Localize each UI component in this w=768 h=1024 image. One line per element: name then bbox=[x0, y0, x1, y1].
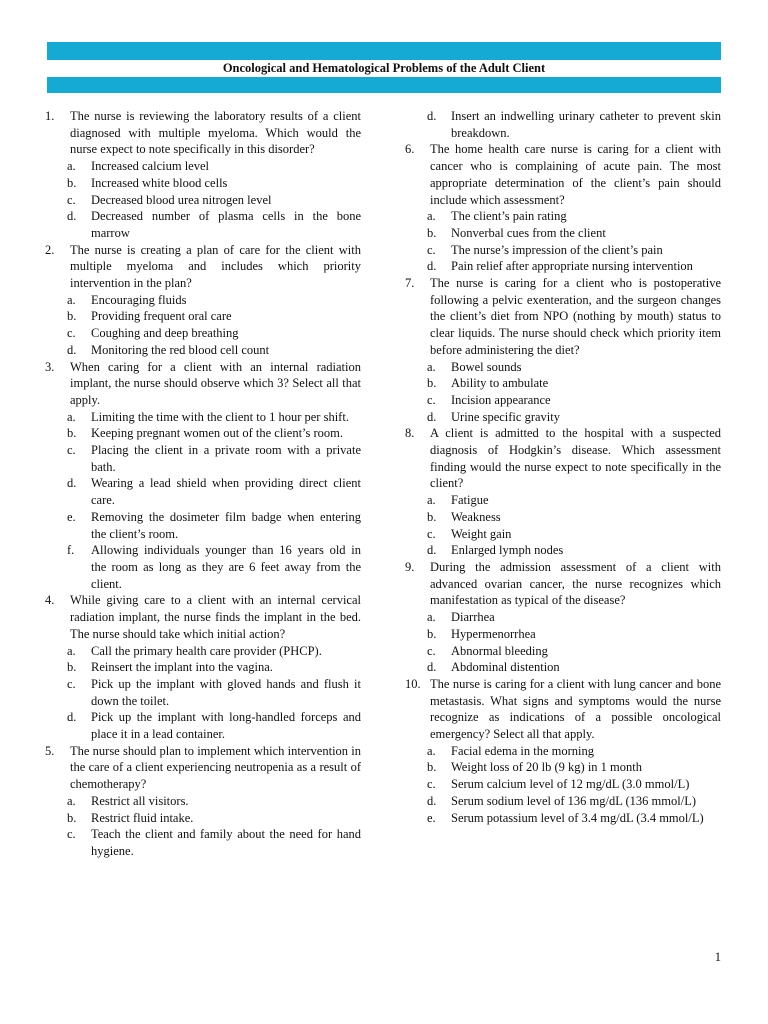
answer-option bbox=[45, 659, 361, 676]
answer-option bbox=[405, 208, 721, 225]
right-column bbox=[405, 108, 721, 826]
answer-option bbox=[45, 793, 361, 810]
answer-option bbox=[45, 208, 361, 241]
option-text: Weight gain bbox=[451, 526, 512, 541]
answer-option bbox=[405, 108, 721, 141]
option-text: Monitoring the red blood cell count bbox=[91, 342, 270, 357]
option-text: Hypermenorrhea bbox=[451, 626, 536, 641]
answer-option bbox=[45, 826, 361, 859]
header-band-top bbox=[47, 42, 721, 60]
option-letter: b. bbox=[427, 626, 437, 641]
option-text: Insert an indwelling urinary catheter to prevent skin breakdown. bbox=[451, 109, 721, 140]
question-text: During the admission assessment of a client with advanced ovarian cancer, the nurse recognizes which manifestation as typical of the disease? bbox=[430, 559, 721, 608]
option-letter: c. bbox=[427, 777, 436, 792]
option-letter: d. bbox=[67, 710, 77, 725]
option-letter: a. bbox=[427, 610, 436, 625]
option-text: The client’s pain rating bbox=[451, 209, 567, 224]
option-letter: e. bbox=[67, 509, 76, 524]
option-letter: d. bbox=[427, 109, 437, 123]
question-item bbox=[405, 275, 721, 359]
option-text: Pick up the implant with gloved hands and flush it down the toilet. bbox=[91, 676, 361, 708]
option-text: The nurse’s impression of the client’s pain bbox=[451, 242, 663, 257]
answer-option bbox=[405, 609, 721, 626]
option-letter: a. bbox=[67, 159, 76, 174]
answer-option bbox=[405, 392, 721, 409]
option-text: Urine specific gravity bbox=[451, 409, 560, 424]
option-text: Placing the client in a private room with a private bath. bbox=[91, 443, 361, 474]
option-letter: a. bbox=[67, 292, 76, 307]
answer-option bbox=[405, 225, 721, 242]
option-letter: d. bbox=[67, 476, 77, 491]
option-text: Increased calcium level bbox=[91, 159, 209, 174]
question-item bbox=[405, 141, 721, 208]
answer-option bbox=[45, 425, 361, 442]
option-text: Restrict all visitors. bbox=[91, 793, 189, 808]
option-letter: c. bbox=[67, 827, 76, 842]
option-letter: b. bbox=[427, 509, 437, 524]
answer-option bbox=[405, 759, 721, 776]
question-text: When caring for a client with an internal radiation implant, the nurse should observe which 3? Select all that apply. bbox=[70, 359, 361, 407]
option-text: Pain relief after appropriate nursing intervention bbox=[451, 259, 693, 274]
option-letter: f. bbox=[67, 543, 75, 558]
question-item bbox=[45, 108, 361, 158]
question-number: 8. bbox=[405, 426, 415, 441]
option-text: Removing the dosimeter film badge when entering the client’s room. bbox=[91, 509, 361, 541]
answer-option bbox=[45, 542, 361, 592]
question-text: The nurse is caring for a client who is postoperative following a pelvic exenteration, and the surgeon changes the client’s diet from NPO (nothing by mouth) status to clear liquids. The nurse should check which priority item before administering the diet? bbox=[430, 276, 721, 357]
option-text: Wearing a lead shield when providing direct client care. bbox=[91, 476, 361, 508]
option-text: Call the primary health care provider (PHCP). bbox=[91, 643, 322, 658]
option-text: Serum calcium level of 12 mg/dL (3.0 mmol/L) bbox=[451, 777, 690, 792]
option-text: Weakness bbox=[451, 509, 501, 524]
question-number: 6. bbox=[405, 142, 415, 157]
answer-option bbox=[405, 509, 721, 526]
answer-option bbox=[45, 509, 361, 542]
option-letter: a. bbox=[427, 493, 436, 508]
option-text: Enlarged lymph nodes bbox=[451, 543, 564, 558]
option-letter: c. bbox=[427, 242, 436, 257]
option-letter: a. bbox=[67, 643, 76, 658]
answer-option bbox=[405, 492, 721, 509]
left-column bbox=[45, 108, 361, 860]
question-text: A client is admitted to the hospital with a suspected diagnosis of Hodgkin’s disease. Which assessment finding would the nurse expect to note specifically in the client? bbox=[430, 426, 721, 491]
answer-option bbox=[45, 192, 361, 209]
question-item bbox=[45, 592, 361, 642]
answer-option bbox=[405, 242, 721, 259]
option-letter: e. bbox=[427, 810, 436, 825]
question-text: The nurse is creating a plan of care for the client with multiple myeloma and includes which priority intervention in the plan? bbox=[70, 242, 361, 291]
answer-option bbox=[405, 526, 721, 543]
option-letter: c. bbox=[67, 676, 76, 691]
answer-option bbox=[45, 442, 361, 475]
question-number: 9. bbox=[405, 559, 415, 574]
question-item bbox=[405, 425, 721, 492]
answer-option bbox=[45, 342, 361, 359]
option-letter: b. bbox=[427, 760, 437, 775]
question-number: 2. bbox=[45, 242, 55, 257]
answer-option bbox=[405, 659, 721, 676]
answer-option bbox=[45, 810, 361, 827]
question-item bbox=[45, 359, 361, 409]
question-text: The nurse should plan to implement which intervention in the care of a client experiencing neutropenia as a result of chemotherapy? bbox=[70, 743, 361, 792]
question-item bbox=[405, 559, 721, 609]
option-letter: b. bbox=[67, 426, 77, 441]
option-text: Decreased number of plasma cells in the bone marrow bbox=[91, 209, 361, 240]
option-letter: a. bbox=[427, 359, 436, 374]
option-letter: d. bbox=[427, 259, 437, 274]
option-text: Teach the client and family about the need for hand hygiene. bbox=[91, 827, 361, 858]
answer-option bbox=[405, 626, 721, 643]
option-text: Encouraging fluids bbox=[91, 292, 187, 307]
option-text: Limiting the time with the client to 1 hour per shift. bbox=[91, 409, 349, 424]
answer-option bbox=[45, 175, 361, 192]
option-text: Abnormal bleeding bbox=[451, 643, 548, 658]
answer-option bbox=[45, 308, 361, 325]
answer-option bbox=[45, 292, 361, 309]
answer-option bbox=[405, 359, 721, 376]
answer-option bbox=[405, 793, 721, 810]
question-text: The nurse is caring for a client with lung cancer and bone metastasis. What signs and symptoms would the nurse recognize as indications of a possible oncological emergency? Select all that apply. bbox=[430, 676, 721, 742]
option-letter: a. bbox=[427, 209, 436, 224]
option-text: Diarrhea bbox=[451, 610, 495, 625]
answer-option bbox=[45, 643, 361, 660]
option-letter: a. bbox=[427, 743, 436, 758]
option-letter: d. bbox=[427, 409, 437, 424]
option-text: Bowel sounds bbox=[451, 359, 522, 374]
option-letter: d. bbox=[427, 793, 437, 808]
option-text: Fatigue bbox=[451, 493, 489, 508]
option-letter: d. bbox=[67, 209, 77, 224]
option-text: Allowing individuals younger than 16 years old in the room as long as they are 6 feet away from the client. bbox=[91, 543, 361, 591]
answer-option bbox=[405, 743, 721, 760]
option-letter: a. bbox=[67, 409, 76, 424]
answer-option bbox=[405, 542, 721, 559]
question-number: 5. bbox=[45, 743, 55, 758]
option-text: Keeping pregnant women out of the client’s room. bbox=[91, 426, 344, 441]
option-letter: a. bbox=[67, 793, 76, 808]
option-letter: b. bbox=[67, 175, 77, 190]
answer-option bbox=[45, 475, 361, 508]
answer-option bbox=[45, 676, 361, 709]
option-letter: d. bbox=[427, 660, 437, 675]
option-text: Nonverbal cues from the client bbox=[451, 225, 606, 240]
option-text: Abdominal distention bbox=[451, 660, 560, 675]
answer-option bbox=[45, 325, 361, 342]
option-text: Coughing and deep breathing bbox=[91, 326, 239, 341]
question-item bbox=[405, 676, 721, 743]
option-letter: c. bbox=[67, 443, 76, 458]
option-text: Reinsert the implant into the vagina. bbox=[91, 660, 273, 675]
option-letter: b. bbox=[67, 309, 77, 324]
option-letter: c. bbox=[67, 192, 76, 207]
answer-option bbox=[405, 409, 721, 426]
option-text: Pick up the implant with long-handled forceps and place it in a lead container. bbox=[91, 710, 361, 742]
option-text: Serum sodium level of 136 mg/dL (136 mmol/L) bbox=[451, 793, 696, 808]
option-text: Ability to ambulate bbox=[451, 376, 549, 391]
answer-option bbox=[45, 709, 361, 742]
option-text: Providing frequent oral care bbox=[91, 309, 232, 324]
question-number: 4. bbox=[45, 593, 55, 608]
option-letter: d. bbox=[67, 342, 77, 357]
question-number: 3. bbox=[45, 359, 55, 374]
option-text: Facial edema in the morning bbox=[451, 743, 595, 758]
header-band-bottom bbox=[47, 77, 721, 93]
option-letter: d. bbox=[427, 543, 437, 558]
option-letter: c. bbox=[67, 326, 76, 341]
option-text: Increased white blood cells bbox=[91, 175, 228, 190]
option-letter: b. bbox=[427, 376, 437, 391]
page-title: Oncological and Hematological Problems of the Adult Client bbox=[222, 61, 546, 75]
option-letter: b. bbox=[67, 660, 77, 675]
option-letter: c. bbox=[427, 643, 436, 658]
answer-option bbox=[405, 810, 721, 827]
option-letter: b. bbox=[427, 225, 437, 240]
option-text: Decreased blood urea nitrogen level bbox=[91, 192, 272, 207]
option-text: Weight loss of 20 lb (9 kg) in 1 month bbox=[451, 760, 642, 775]
question-text: While giving care to a client with an internal cervical radiation implant, the nurse finds the implant in the bed. The nurse should take which initial action? bbox=[70, 593, 361, 641]
option-text: Incision appearance bbox=[451, 392, 551, 407]
question-number: 7. bbox=[405, 276, 415, 291]
answer-option bbox=[405, 258, 721, 275]
question-item bbox=[45, 242, 361, 292]
question-text: The nurse is reviewing the laboratory results of a client diagnosed with multiple myeloma. Which would the nurse expect to note specifically in this disorder? bbox=[70, 109, 361, 157]
question-text: The home health care nurse is caring for a client with cancer who is complaining of acute pain. The most appropriate determination of the client’s pain should include which assessment? bbox=[430, 142, 721, 207]
page-number: 1 bbox=[714, 950, 721, 964]
answer-option bbox=[45, 409, 361, 426]
option-letter: c. bbox=[427, 392, 436, 407]
answer-option bbox=[405, 776, 721, 793]
question-number: 1. bbox=[45, 109, 55, 123]
option-text: Restrict fluid intake. bbox=[91, 810, 194, 825]
question-number: 10. bbox=[405, 676, 421, 691]
question-item bbox=[45, 743, 361, 793]
answer-option bbox=[405, 643, 721, 660]
option-letter: b. bbox=[67, 810, 77, 825]
option-letter: c. bbox=[427, 526, 436, 541]
answer-option bbox=[45, 158, 361, 175]
option-text: Serum potassium level of 3.4 mg/dL (3.4 mmol/L) bbox=[451, 810, 704, 825]
answer-option bbox=[405, 375, 721, 392]
